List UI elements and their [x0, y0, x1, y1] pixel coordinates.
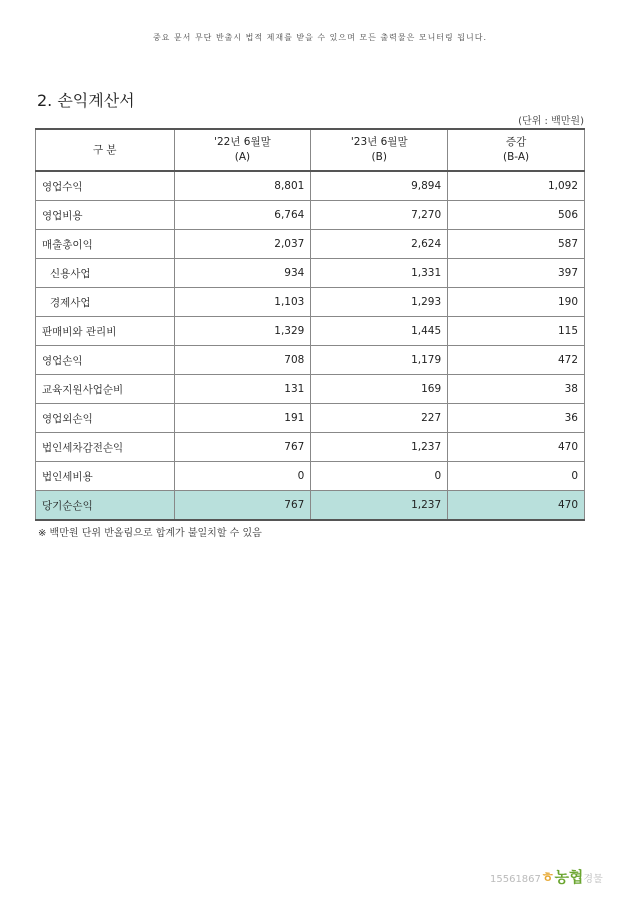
- value-2023: 1,237: [311, 491, 448, 521]
- footer-watermark: [490, 866, 603, 887]
- header-col-2023-line1: '23년 6월말: [350, 136, 408, 148]
- table-row: [36, 433, 585, 462]
- value-2022: 1,329: [174, 317, 311, 346]
- value-2023: 7,270: [311, 201, 448, 230]
- value-2022: 8,801: [174, 171, 311, 201]
- value-diff: 470: [448, 491, 585, 521]
- header-col-2022-line1: '22년 6월말: [214, 136, 271, 148]
- header-category: 구 분: [36, 129, 175, 171]
- value-2022: 934: [174, 259, 311, 288]
- table-row: [36, 346, 585, 375]
- value-2022: 2,037: [174, 230, 311, 259]
- row-label: 매출총이익: [36, 230, 175, 259]
- row-label: 교육지원사업순비: [36, 375, 175, 404]
- table-row: [36, 375, 585, 404]
- value-2022: 6,764: [174, 201, 311, 230]
- value-diff: 38: [448, 375, 585, 404]
- value-2023: 9,894: [311, 171, 448, 201]
- value-diff: 587: [448, 230, 585, 259]
- header-col-2023-line2: (B): [371, 151, 387, 163]
- table-row: [36, 259, 585, 288]
- row-label: 당기순손익: [36, 491, 175, 521]
- row-label: 영업수익: [36, 171, 175, 201]
- header-col-2022-line2: (A): [234, 151, 251, 163]
- header-col-diff-line2: (B-A): [503, 151, 530, 163]
- value-2023: 1,237: [311, 433, 448, 462]
- value-2022: 767: [174, 433, 311, 462]
- nonghyup-logo: 농협: [554, 868, 584, 886]
- confidential-notice: 중요 문서 무단 반출시 법적 제재를 받을 수 있으며 모든 출력물은 모니터링 됩니다.: [152, 33, 488, 42]
- section-title: 2. 손익계산서: [37, 91, 135, 110]
- value-2022: 1,103: [174, 288, 311, 317]
- row-label: 영업외손익: [36, 404, 175, 433]
- table-row: [36, 317, 585, 346]
- total-row: [36, 491, 585, 521]
- value-2023: 1,445: [311, 317, 448, 346]
- value-2023: 0: [311, 462, 448, 491]
- table-row: [36, 462, 585, 491]
- header-col-2023: [311, 129, 448, 171]
- value-2022: 708: [174, 346, 311, 375]
- table-row: [36, 171, 585, 201]
- row-label: 영업손익: [36, 346, 175, 375]
- value-diff: 115: [448, 317, 585, 346]
- value-2022: 767: [174, 491, 311, 521]
- header-col-2022: [174, 129, 311, 171]
- table-header-row: [36, 129, 585, 171]
- value-2023: 1,331: [311, 259, 448, 288]
- row-label: 판매비와 관리비: [36, 317, 175, 346]
- table-row: [36, 288, 585, 317]
- value-diff: 36: [448, 404, 585, 433]
- header-col-diff-line1: 증감: [505, 136, 527, 148]
- row-label: 법인세비용: [36, 462, 175, 491]
- header-col-diff: [448, 129, 585, 171]
- value-diff: 470: [448, 433, 585, 462]
- footer-id: 15561867: [490, 874, 541, 885]
- value-2023: 169: [311, 375, 448, 404]
- value-2023: 1,179: [311, 346, 448, 375]
- nonghyup-logo-icon: ㅎ: [540, 870, 555, 886]
- footnote: ※ 백만원 단위 반올림으로 합계가 불일치할 수 있음: [38, 528, 262, 539]
- table-row: [36, 404, 585, 433]
- value-diff: 397: [448, 259, 585, 288]
- row-label: 신용사업: [36, 259, 175, 288]
- value-2023: 2,624: [311, 230, 448, 259]
- value-diff: 0: [448, 462, 585, 491]
- income-statement-table: [35, 128, 585, 521]
- value-diff: 472: [448, 346, 585, 375]
- row-label: 영업비용: [36, 201, 175, 230]
- value-2022: 0: [174, 462, 311, 491]
- footer-suffix: 경물: [583, 874, 603, 885]
- value-2023: 227: [311, 404, 448, 433]
- table-row: [36, 201, 585, 230]
- value-2022: 191: [174, 404, 311, 433]
- value-diff: 1,092: [448, 171, 585, 201]
- unit-label: (단위 : 백만원): [518, 116, 584, 127]
- row-label: 경제사업: [36, 288, 175, 317]
- row-label: 법인세차감전손익: [36, 433, 175, 462]
- value-diff: 506: [448, 201, 585, 230]
- value-2023: 1,293: [311, 288, 448, 317]
- table-row: [36, 230, 585, 259]
- value-diff: 190: [448, 288, 585, 317]
- value-2022: 131: [174, 375, 311, 404]
